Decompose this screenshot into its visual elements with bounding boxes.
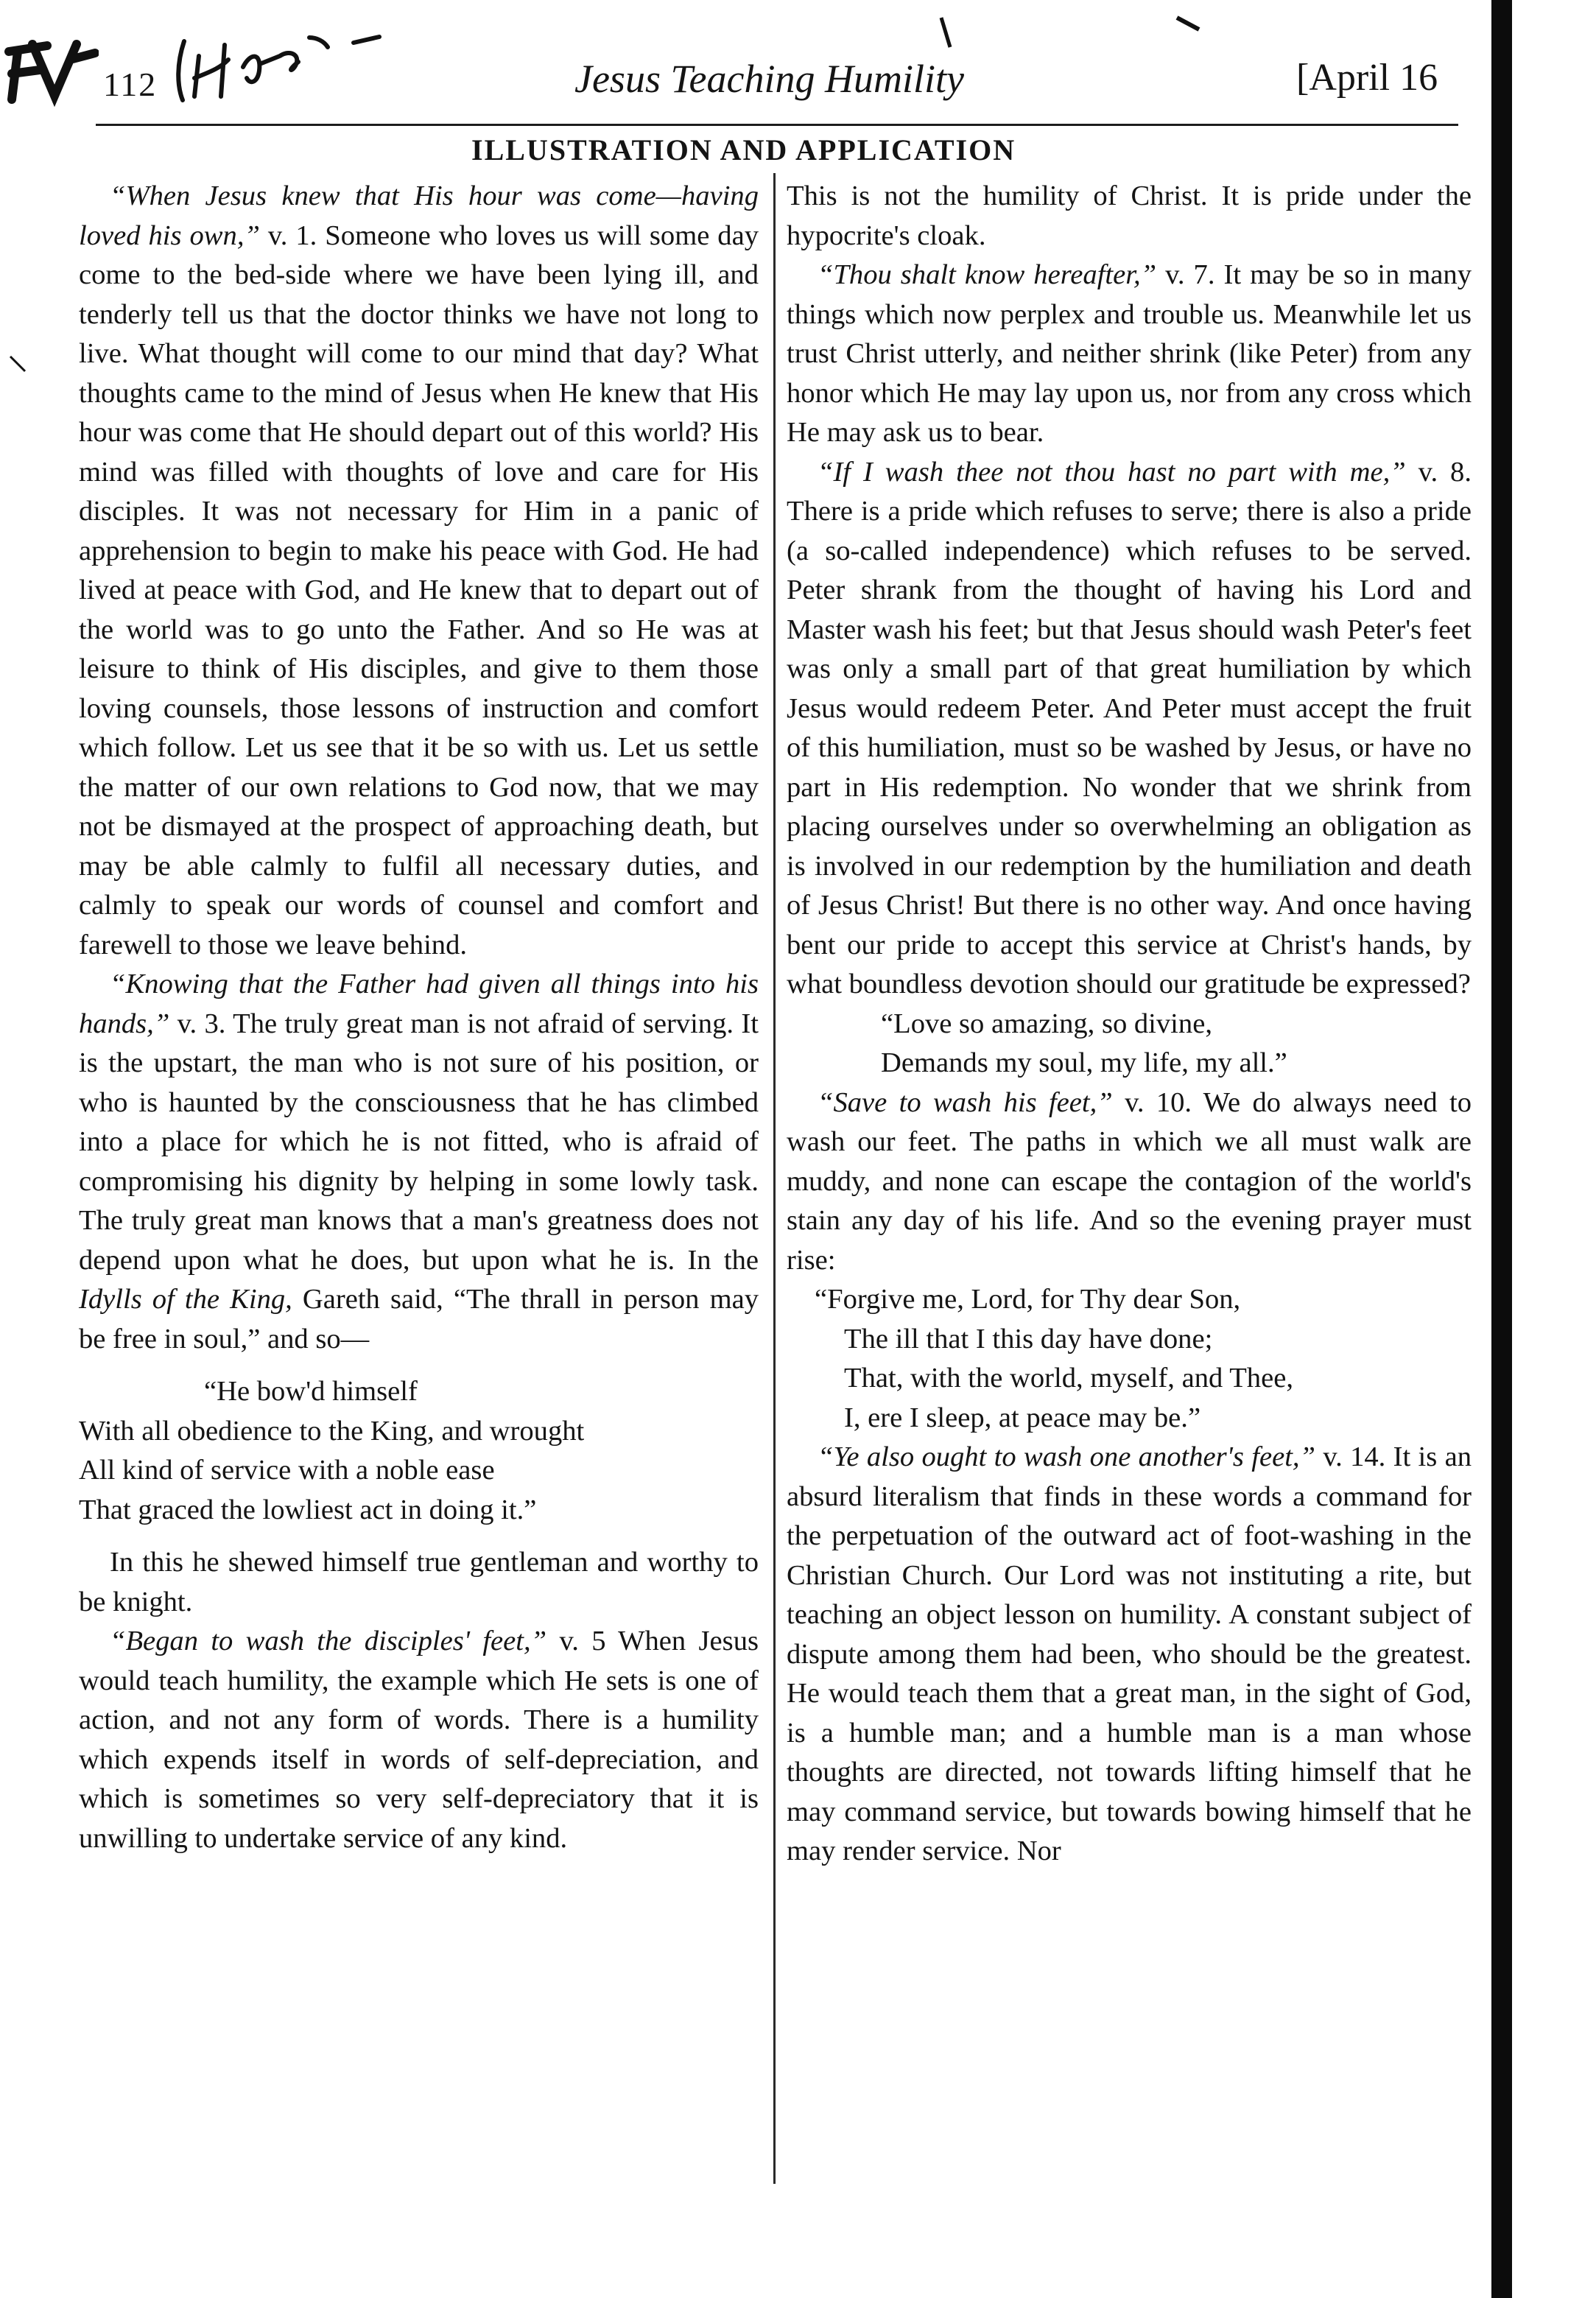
paragraph-text: v. 1. Someone who loves us will some day come to the bed-side where we have been lying ill, and tenderly tell us that the doctor thinks we have not long to live. What thought will come to our mind that day? What thoughts came to the mind of Jesus when He knew that His hour was come that He should depart out of this world? His mind was filled with thoughts of love and care for His disciples. It was not necessary for Him in a panic of apprehension to begin to make his peace with God. He had lived at peace with God, and He knew that to depart out of the world was to go unto the Father. And so He was at leisure to think of His disciples, and give to them those loving counsels, those lessons of instruction and comfort which follow. Let us see that it be so with us. Let us settle the matter of our own relations to God now, that we may not be dismayed at the prospect of approaching death, but may be able calmly to fulfil all necessary duties, and calmly to speak our words of counsel and comfort and farewell to those we leave behind. [79,219,759,960]
stray-mark-icon [935,15,957,52]
running-title: Jesus Teaching Humility [574,57,964,101]
verse-quote: “Thou shalt know hereafter,” [818,259,1157,290]
verse-quote: “When Jesus knew that His hour was come—having loved his own,” [79,180,759,251]
paragraph-wash-feet [79,1622,759,1858]
verse-quote: “Knowing that the Father had given all things into his hands,” [79,969,759,1039]
poem-line: With all obedience to the King, and wrought [79,1415,585,1447]
paragraph-hypocrite [787,177,1472,256]
paragraph-text: In this he shewed himself true gentleman and worthy to be knight. [79,1547,759,1617]
verse-quote: “Ye also ought to wash one another's feet,” [818,1441,1316,1472]
poem-line: “Love so amazing, so divine, [881,1008,1212,1039]
poem-love-so-amazing [787,1005,1472,1083]
left-column [79,177,759,1858]
paragraph-no-part [787,453,1472,1005]
paragraph-text: Gareth said, “The thrall in person may be free in soul,” and so— [79,1284,759,1354]
running-date: [April 16 [1296,57,1438,99]
paragraph-gentleman [79,1543,759,1622]
paragraph-text: v. 3. The truly great man is not afraid of serving. It is the upstart, the man who is not sure of his position, or who is haunted by the consciousness that he has climbed into a place for which he is not fitted, who is afraid of compromising his dignity by helping in some lowly task. The truly great man knows that a man's greatness does not depend upon what he does, but upon what he is. In the [79,1008,759,1276]
paragraph-text: v. 14. It is an absurd literalism that finds in these words a command for the perpetuation of the outward act of foot-washing in the Christian Church. Our Lord was not instituting a rite, but teaching an object lesson on humility. A constant subject of dispute among them had been, who should be the greatest. He would teach them that a great man, in the sight of God, is a humble man; and a humble man is a man whose thoughts are directed, not towards lifting himself that he may command service, but towards bowing himself that he may render service. Nor [787,1441,1472,1866]
paragraph-know-hereafter [787,256,1472,453]
paragraph-text: v. 8. There is a pride which refuses to serve; there is also a pride (a so-called independence) which refuses to be served. Peter shrank from the thought of having his Lord and Master wash his feet; but that Jesus should wash Peter's feet was only a small part of that great humiliation by which Jesus would redeem Peter. And Peter must accept the fruit of this humiliation, must so be washed by Jesus, or have no part in His redemption. No wonder that we shrink from placing ourselves under so overwhelming an obligation as is involved in our redemption by the humiliation and death of Jesus Christ! But there is no other way. And once having bent our pride to accept this service at Christ's hands, by what boundless devotion should our gratitude be expressed? [787,456,1472,999]
column-divider [773,173,776,2184]
handwritten-note-icon [169,27,390,108]
poem-idylls [79,1372,759,1530]
handwritten-mark-icon [3,29,99,110]
paragraph-one-anothers-feet [787,1438,1472,1872]
stray-mark-icon [7,354,29,376]
paragraph-all-things [79,965,759,1359]
poem-line: “He bow'd himself [204,1376,418,1407]
paragraph-text: v. 7. It may be so in many things which now perplex and trouble us. Meanwhile let us trust Christ utterly, and neither shrink (like Peter) from any honor which He may lay upon us, nor from any cross which He may ask us to bear. [787,259,1472,448]
book-title: Idylls of the King, [79,1284,292,1315]
poem-line: I, ere I sleep, at peace may be.” [844,1402,1201,1433]
poem-line: That graced the lowliest act in doing it.” [79,1494,537,1525]
poem-line: That, with the world, myself, and Thee, [844,1363,1293,1394]
section-heading: ILLUSTRATION AND APPLICATION [471,133,1016,166]
stray-mark-icon [1174,13,1203,35]
right-column [787,177,1472,1872]
paragraph-text: v. 10. We do always need to wash our feet. The paths in which we all must walk are muddy, and none can escape the contagion of the world's stain any day of his life. And so the evening prayer must rise: [787,1086,1472,1276]
header-rule [96,124,1458,126]
poem-line: Demands my soul, my life, my all.” [881,1047,1287,1078]
verse-quote: “Save to wash his feet,” [818,1086,1113,1118]
poem-evening-prayer [787,1280,1472,1438]
paragraph-text: v. 5 When Jesus would teach humility, the example which He sets is one of action, and not any form of words. There is a humility which expends itself in words of self-depreciation, and which is sometimes so very self-depreciatory that it is unwilling to undertake service of any kind. [79,1626,759,1854]
scan-edge-shadow [1491,0,1512,2298]
poem-line: All kind of service with a noble ease [79,1455,495,1486]
verse-quote: “If I wash thee not thou hast no part with me,” [818,456,1406,488]
verse-quote: “Began to wash the disciples' feet,” [110,1626,547,1656]
paragraph-hour-was-come [79,177,759,965]
page-number: 112 [103,66,158,103]
poem-line: The ill that I this day have done; [844,1323,1213,1354]
paragraph-text: This is not the humility of Christ. It is pride under the hypocrite's cloak. [787,180,1472,251]
paragraph-save-to-wash [787,1083,1472,1281]
poem-line: “Forgive me, Lord, for Thy dear Son, [815,1284,1241,1315]
